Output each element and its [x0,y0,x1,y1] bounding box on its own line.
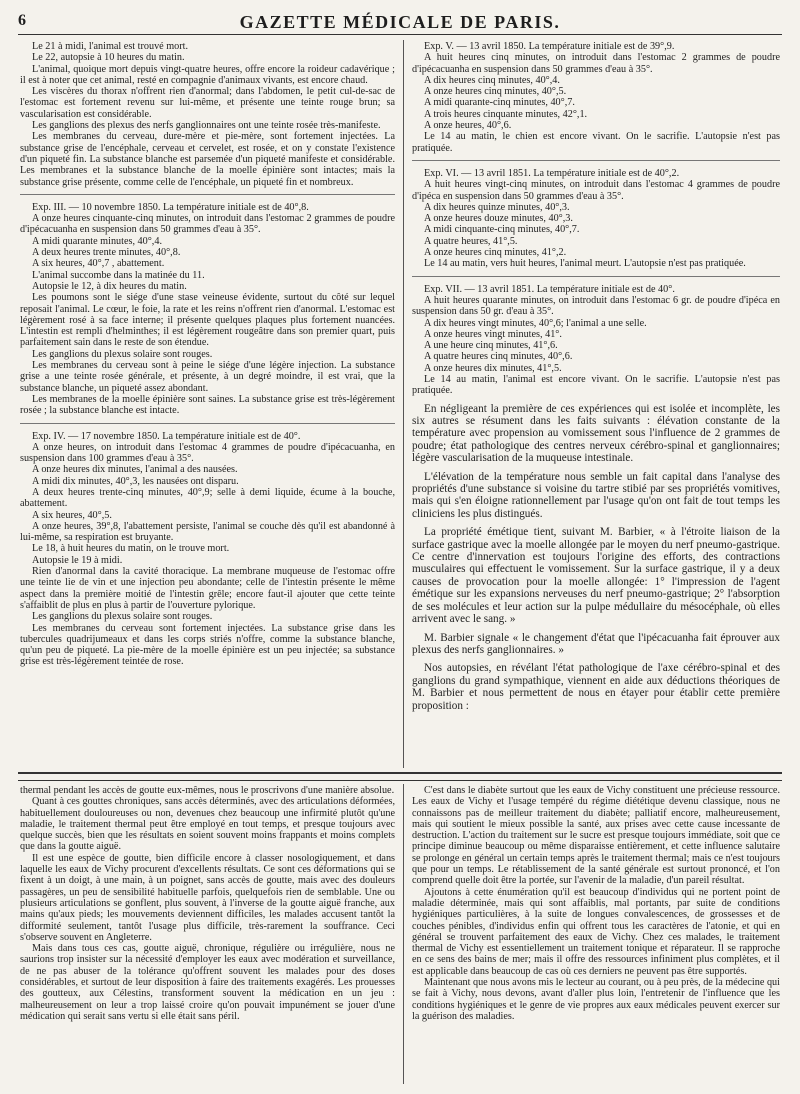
paragraph: L'animal succombe dans la matinée du 11. [32,269,205,281]
paragraph: A trois heures cinquante minutes, 42°,1. [424,108,588,120]
paragraph: Ajoutons à cette énumération qu'il est beaucoup d'individus qui ne portent point de maladie déterminée, mais qui sont affaiblis, mal portants, par suite de conditions hygiéniques particulières, à la suite de longues convalescences, de grossesses et de couches pénibles, d'individus enfin qui offrent tous les caractères de l'atonie, et qui en général se trouvent parfaitement des eaux de Vichy. Chez ces malades, le traitement thermal de Vichy est essentiellement un traitement tonique et réparateur. Il se rapproche en ce sens des bains de mer; mais il offre des ressources infiniment plus complètes, et il est applicable dans beaucoup de cas où ces derniers ne peuvent pas être supportés. [412,886,780,977]
paragraph: La propriété émétique tient, suivant M. Barbier, « à l'étroite liaison de la surface gastrique avec la moelle allongée par le moyen du nerf pneumo-gastrique. Ce centre d'innervation est toujours l'origine des efforts, des contractions musculaires qui effectuent le vomissement. Sur la surface gastrique, il y a deux causes de provocation pour la moelle allongée: 1° l'impression de l'agent émétique sur les expansions nerveuses du nerf pneumo-gastrique; 2° l'absorption de ses molécules et leur action sur la pulpe médullaire du mésocéphale, où elles arrivent avec le sang. » [412,526,780,626]
section-separator [412,276,780,277]
paragraph: A onze heures dix minutes, l'animal a des nausées. [32,464,238,476]
paragraph: A onze heures cinq minutes, 41°,2. [424,247,567,259]
paragraph: Le 14 au matin, vers huit heures, l'animal meurt. L'autopsie n'est pas pratiquée. [424,258,746,270]
paragraph: A onze heures, 39°,8, l'abattement persiste, l'animal se couche dès qu'il est abandonné à lui-même, sa respiration est bruyante. [20,520,395,544]
experiment-heading: Exp. VII. — 13 avril 1851. La température initiale est de 40°. [424,283,675,295]
paragraph: Les membranes du cerveau sont fortement injectées. La substance grise dans les tubercules quadrijumeaux et dans les corps striés n'offre, comme la substance blanche, qu'un peu de piqueté. La pie-mère de la moelle épinière est un peu injectée; sa substance grise est très-légèrement teintée de rose. [20,622,395,668]
paragraph: A une heure cinq minutes, 41°,6. [424,340,558,352]
paragraph: A deux heures trente-cinq minutes, 40°,9; selle à demi liquide, écume à la bouche, abattement. [20,486,395,510]
experiment-heading: Exp. III. — 10 novembre 1850. La température initiale est de 40°,8. [32,201,309,213]
left-column [20,41,395,769]
paragraph: A onze heures, on introduit dans l'estomac 4 grammes de poudre d'ipécacuanha, en suspension dans 100 grammes d'eau à 35°. [20,441,395,465]
paragraph: Les ganglions du plexus solaire sont rouges. [32,611,213,623]
paragraph: A onze heures cinq minutes, 40°,5. [424,86,567,98]
paragraph: L'animal, quoique mort depuis vingt-quatre heures, offre encore la roideur cadavérique ; il est à noter que cet animal, resté en compagnie d'animaux vivants, est encore chaud. [20,63,395,86]
paragraph: Quant à ces gouttes chroniques, sans accès déterminés, avec des articulations déformées, habituellement douloureuses ou non, devenues chez beaucoup une infirmité plutôt qu'une maladie, le traitement thermal peut être employé en tout temps, et presque toujours avec quelque succès, bien que les résultats en soient souvent moins frappants et moins complets que dans la goutte aiguë. [20,796,395,853]
paragraph: En négligeant la première de ces expériences qui est isolée et incomplète, les six autres se résument dans les faits suivants : élévation constante de la température avec propension au vomissement sous l'influence de 2 grammes de poudre; état pathologique des centres nerveux cérébro-spinal et ganglionnaires; légère vascularisation de la muqueuse intestinale. [412,402,780,465]
bottom-right-column [412,785,780,1085]
paragraph: Autopsie le 12, à dix heures du matin. [32,280,187,292]
experiment-heading: Exp. VI. — 13 avril 1851. La température initiale est de 40°,2. [424,167,680,179]
paragraph: A dix heures quinze minutes, 40°,3. [424,201,570,213]
paragraph: Le 18, à huit heures du matin, on le trouve mort. [32,543,230,555]
paragraph: A midi dix minutes, 40°,3, les nausées ont disparu. [32,475,239,487]
paragraph: Les ganglions des plexus des nerfs ganglionnaires ont une teinte rosée très-manifeste. [32,120,381,132]
paragraph: Les membranes du cerveau sont à peine le siége d'une légère injection. La substance grise a une teinte rosée générale, et présente, à un degré moindre, il est vrai, que la substance blanche, un piqueté assez abondant. [20,360,395,394]
right-column [412,41,780,769]
column-divider-bottom [403,784,404,1084]
paragraph: C'est dans le diabète surtout que les eaux de Vichy constituent une précieuse ressource. Les eaux de Vichy et l'usage tempéré du régime diététique devenu classique, nous ne connaissons pas de meilleur traitement du diabète; palliatif encore, malheureusement, mais qui soutient le mieux possible la santé, aux prises avec cette cause incessante de destruction. L'action du traitement sur le sucre est presque toujours immédiate, soit que ce principe diminue beaucoup ou même disparaisse entièrement, et cette influence salutaire se prolonge en général un certain temps après le traitement thermal; mais ce n'est toujours que pour un temps. Le rétablissement de la santé générale est surtout prononcé, et l'on comprend quelle doit être la portée, sur l'avenir de la maladie, d'un pareil résultat. [412,785,780,887]
paragraph: A midi cinquante-cinq minutes, 40°,7. [424,224,580,236]
paragraph: Le 21 à midi, l'animal est trouvé mort. [32,41,189,52]
section-double-rule [18,772,782,781]
page-header [18,12,782,32]
column-divider-top [403,40,404,768]
paragraph: Le 22, autopsie à 10 heures du matin. [32,52,185,64]
paragraph: Les membranes du cerveau, dure-mère et pie-mère, sont fortement injectées. La substance grise de l'encéphale, cerveau et cervelet, est rosée, et on y constate l'existence d'un piqueté fin. La substance blanche est parsemée d'un piqueté manifeste et considérable. Les membranes et la substance blanche de la moelle épinière sont intactes; mais la substance grise présente, comme celle de l'encéphale, un piqueté fin et nombreux. [20,131,395,188]
paragraph: Nos autopsies, en révélant l'état pathologique de l'axe cérébro-spinal et des ganglions du grand sympathique, viennent en aide aux déductions théoriques de M. Barbier et nous permettent de nous en étayer pour établir cette première proposition : [412,662,780,712]
paragraph: A quatre heures, 41°,5. [424,235,518,247]
paragraph: Les viscères du thorax n'offrent rien d'anormal; dans l'abdomen, le petit cul-de-sac de l'estomac est fortement revenu sur lui-même, et présente une teinte rouge brun; sa vascularisation est considérable. [20,86,395,120]
publication-title: GAZETTE MÉDICALE DE PARIS. [239,12,561,32]
paragraph: Rien d'anormal dans la cavité thoracique. La membrane muqueuse de l'estomac offre une teinte lie de vin et une injection peu abondante; celle de l'intestin présente le même aspect dans la première moitié de l'intestin grêle; encore faut-il ajouter que cette teinte s'affaiblit de plus en plus à partir de l'ouverture pylorique. [20,566,395,611]
paragraph: M. Barbier signale « le changement d'état que l'ipécacuanha fait éprouver aux plexus des nerfs ganglionnaires. » [412,631,780,656]
paragraph: Autopsie le 19 à midi. [32,554,123,566]
paragraph: A six heures, 40°,5. [32,509,112,521]
experiment-heading: Exp. V. — 13 avril 1850. La température initiale est de 39°,9. [424,41,675,52]
paragraph: thermal pendant les accès de goutte eux-mêmes, nous le proscrivons d'une manière absolue. [20,785,395,796]
paragraph: A huit heures cinq minutes, on introduit dans l'estomac 2 grammes de poudre d'ipécacuanha en suspension dans 50 grammes d'eau à 35°. [412,52,780,75]
paragraph: Mais dans tous ces cas, goutte aiguë, chronique, régulière ou irrégulière, nous ne saurions trop insister sur la nécessité d'employer les eaux avec modération et surveillance, de ne pas abuser de la tolérance qu'offrent souvent les malades pour des doses considérables, et surtout de leur disposition à faire des traitements exagérés. Les prouesses des goutteux, aux Célestins, transforment souvent la médication en un jeu : malheureusement on leur a trop laissé croire qu'on pouvait impunément se jouer d'une médication qui serait sans vertu si elle était sans péril. [20,943,395,1022]
paragraph: Le 14 au matin, le chien est encore vivant. On le sacrifie. L'autopsie n'est pas pratiquée. [412,131,780,154]
paragraph: A quatre heures cinq minutes, 40°,6. [424,351,573,363]
section-separator [412,160,780,161]
paragraph: A six heures, 40°,7 , abattement. [32,258,165,270]
page-number: 6 [18,12,26,29]
paragraph: A huit heures quarante minutes, on introduit dans l'estomac 6 gr. de poudre d'ipéca en suspension dans 50 gr. d'eau à 35°. [412,294,780,318]
paragraph: Les poumons sont le siége d'une stase veineuse évidente, surtout du côté sur lequel reposait l'animal. Le cœur, le foie, la rate et les reins n'offrent rien d'anormal. L'estomac est légèrement rosé à sa face interne; il présente quelques plaques plus fortement nuancées. L'intestin est rempli d'helminthes; il est légèrement rougeâtre dans son premier quart, puis parfaitement sain dans le reste de son étendue. [20,292,395,349]
section-separator [20,423,395,424]
paragraph: A midi quarante minutes, 40°,4. [32,235,162,247]
paragraph: A deux heures trente minutes, 40°,8. [32,247,181,259]
paragraph: L'élévation de la température nous semble un fait capital dans l'analyse des propriétés d'une substance si voisine du tartre stibié par ses propriétés vomitives, mais qui s'en éloigne rationnellement par l'usage qu'on ont fait de tout temps les cliniciens les plus distingués. [412,470,780,520]
section-separator [20,194,395,195]
paragraph: A onze heures, 40°,6. [424,120,512,132]
paragraph: A huit heures vingt-cinq minutes, on introduit dans l'estomac 4 grammes de poudre d'ipéca en suspension dans 50 grammes d'eau à 35°. [412,179,780,202]
experiment-heading: Exp. IV. — 17 novembre 1850. La température initiale est de 40°. [32,430,301,442]
paragraph: Maintenant que nous avons mis le lecteur au courant, ou à peu près, de la médecine qui se fait à Vichy, nous devons, avant d'aller plus loin, l'entretenir de l'influence que les conditions hygiéniques et le genre de vie propres aux eaux médicales peuvent exercer sur la guérison des maladies. [412,977,780,1022]
paragraph: A onze heures cinquante-cinq minutes, on introduit dans l'estomac 2 grammes de poudre d'ipécacuanha en suspension dans 50 grammes d'eau à 35°. [20,213,395,236]
paragraph: A dix heures vingt minutes, 40°,6; l'animal a une selle. [424,317,647,329]
paragraph: A dix heures cinq minutes, 40°,4. [424,74,560,86]
paragraph: A midi quarante-cinq minutes, 40°,7. [424,97,575,109]
header-rule [18,34,782,35]
paragraph: A onze heures douze minutes, 40°,3. [424,213,573,225]
paragraph: Il est une espèce de goutte, bien difficile encore à classer nosologiquement, et dans laquelle les eaux de Vichy procurent d'excellents résultats. Ce sont ces déformations qui se fixent à un doigt, à une main, à un poignet, sans accès de goutte, mais avec des douleurs passagères, un peu de sensibilité habituelle parfois, quelquefois rien de semblable. Une ou plusieurs articulations se gonflent, plus souvent, à l'inverse de la goutte aiguë franche, aux mains qu'aux pieds; les mouvements deviennent difficiles, les malades accusent tantôt la difformité seulement, tantôt l'usage plus difficile, très-rarement la souffrance. Ceci s'observe souvent en Angleterre. [20,852,395,943]
paragraph: Les membranes de la moelle épinière sont saines. La substance grise est très-légèrement rosée ; la substance blanche est intacte. [20,393,395,417]
paragraph: A onze heures vingt minutes, 41°. [424,328,562,340]
paragraph: A onze heures dix minutes, 41°,5. [424,362,562,374]
paragraph: Les ganglions du plexus solaire sont rouges. [32,348,213,360]
bottom-left-column [20,785,395,1085]
paragraph: Le 14 au matin, l'animal est encore vivant. On le sacrifie. L'autopsie n'est pas pratiquée. [412,374,780,397]
